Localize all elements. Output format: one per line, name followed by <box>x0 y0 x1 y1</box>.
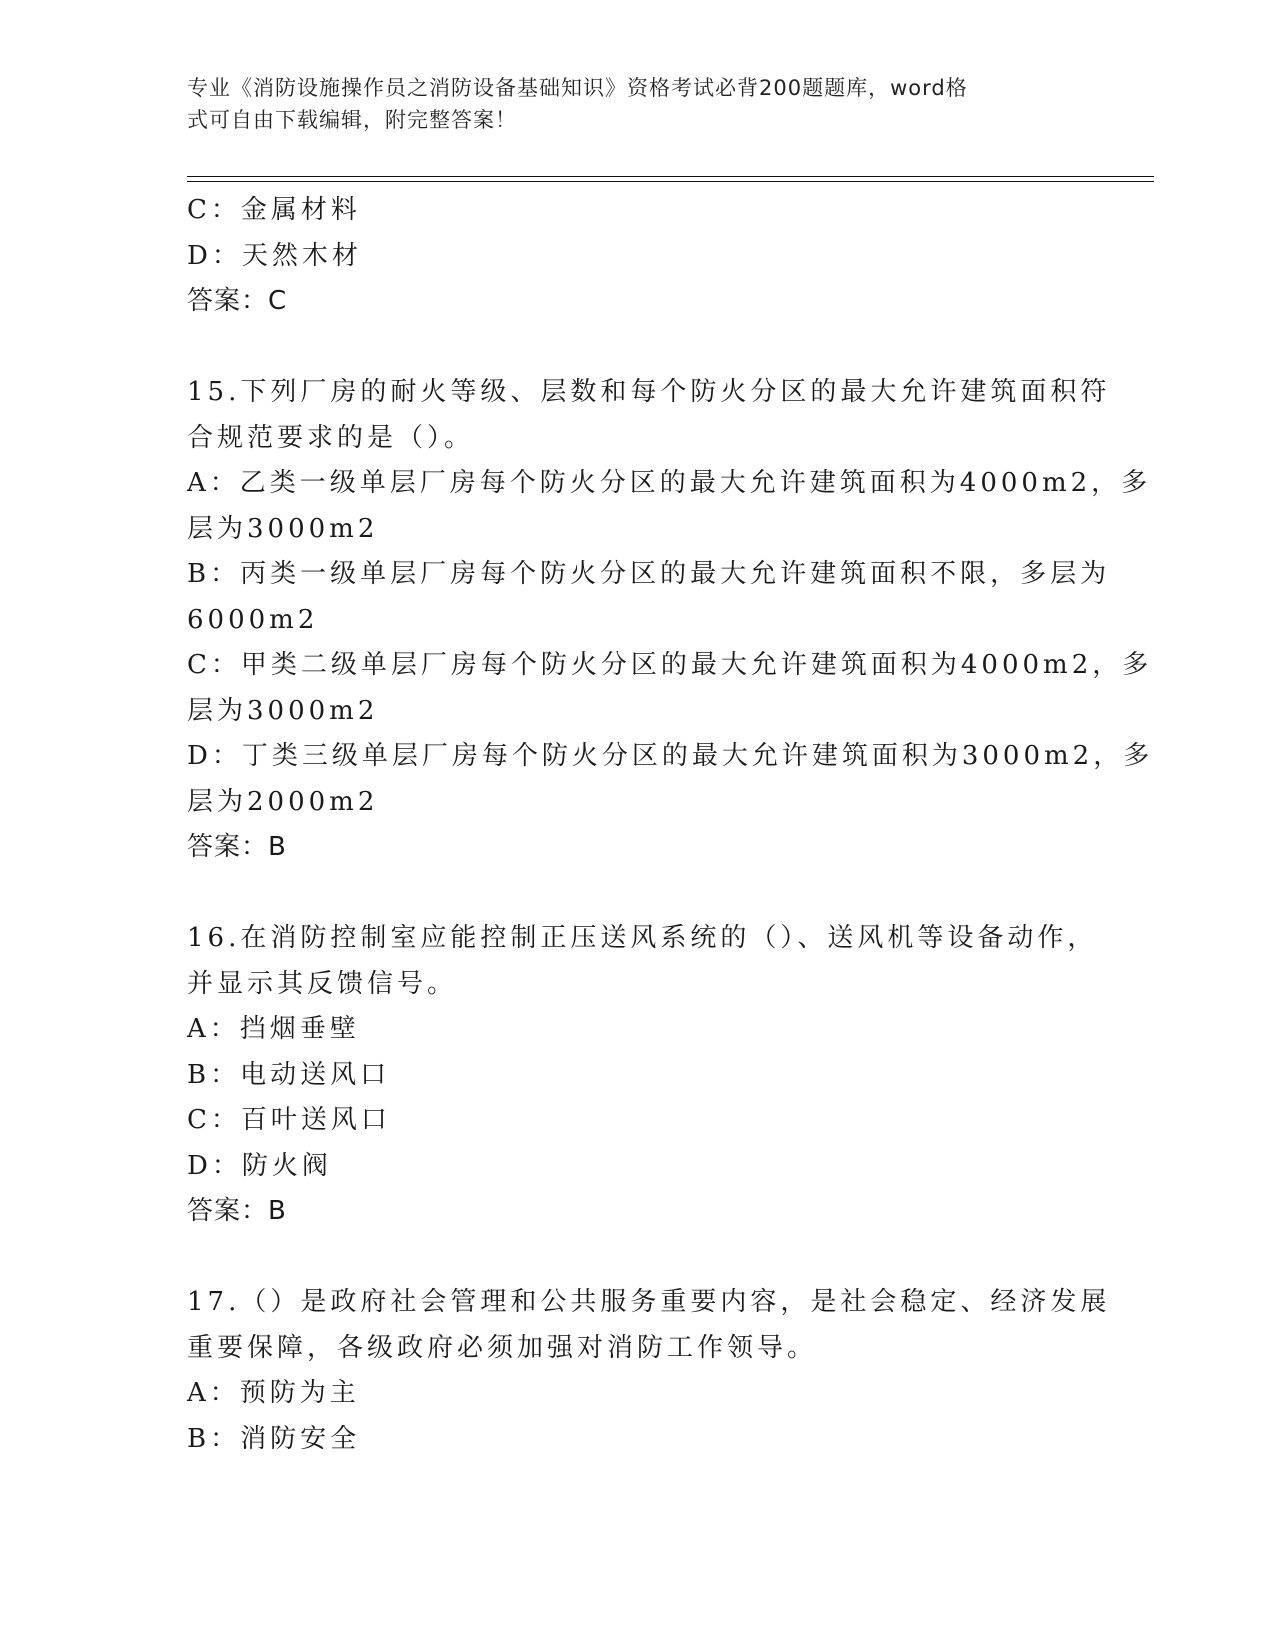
q15-option-c-line-1: C：甲类二级单层厂房每个防火分区的最大允许建筑面积为4000m2，多 <box>187 650 1153 680</box>
question-17 <box>187 1280 1111 1462</box>
q17-stem-line-2: 重要保障，各级政府必须加强对消防工作领导。 <box>187 1332 818 1363</box>
q15-option-c-line-2: 层为3000m2 <box>187 695 379 726</box>
spacer <box>187 325 1107 371</box>
q15-stem-line-2: 合规范要求的是（）。 <box>187 422 475 453</box>
q15-option-a-line-2: 层为3000m2 <box>187 513 379 544</box>
question-16 <box>187 916 1107 1235</box>
document-header <box>187 72 1067 136</box>
q14-option-c: C：金属材料 <box>187 195 361 225</box>
q15-stem-line-1: 15.下列厂房的耐火等级、层数和每个防火分区的最大允许建筑面积符 <box>187 377 1111 407</box>
header-title-line-2: 式可自由下载编辑，附完整答案！ <box>187 108 517 132</box>
question-15 <box>187 370 1154 871</box>
q16-option-a: A：挡烟垂壁 <box>187 1014 360 1044</box>
q15-option-d-line-2: 层为2000m2 <box>187 786 379 817</box>
header-divider-top <box>187 176 1154 177</box>
q16-option-d: D：防火阀 <box>187 1150 332 1181</box>
q16-option-c: C：百叶送风口 <box>187 1105 391 1135</box>
q14-answer: 答案：C <box>187 286 288 316</box>
q17-option-b: B：消防安全 <box>187 1423 361 1454</box>
q15-option-a-line-1: A：乙类一级单层厂房每个防火分区的最大允许建筑面积为4000m2，多 <box>187 468 1152 498</box>
q17-option-a: A：预防为主 <box>187 1378 360 1408</box>
q16-option-b: B：电动送风口 <box>187 1059 391 1090</box>
question-content <box>187 188 1154 1462</box>
q15-answer: 答案：B <box>187 832 287 862</box>
spacer <box>187 871 1107 917</box>
q15-option-d-line-1: D：丁类三级单层厂房每个防火分区的最大允许建筑面积为3000m2，多 <box>187 741 1154 771</box>
header-divider-bottom <box>187 181 1154 182</box>
q16-answer: 答案：B <box>187 1196 287 1226</box>
header-title-line-1: 专业《消防设施操作员之消防设备基础知识》资格考试必背200题题库，word格 <box>187 76 968 100</box>
q14-option-d: D：天然木材 <box>187 240 362 271</box>
q17-stem-line-1: 17.（）是政府社会管理和公共服务重要内容，是社会稳定、经济发展 <box>187 1287 1111 1317</box>
q15-option-b-line-1: B：丙类一级单层厂房每个防火分区的最大允许建筑面积不限，多层为 <box>187 559 1111 589</box>
q15-option-b-line-2: 6000m2 <box>187 604 319 635</box>
q16-stem-line-2: 并显示其反馈信号。 <box>187 968 458 999</box>
q16-stem-line-1: 16.在消防控制室应能控制正压送风系统的（）、送风机等设备动作， <box>187 923 1098 953</box>
spacer <box>187 1235 1107 1281</box>
question-14-tail <box>187 188 1107 325</box>
